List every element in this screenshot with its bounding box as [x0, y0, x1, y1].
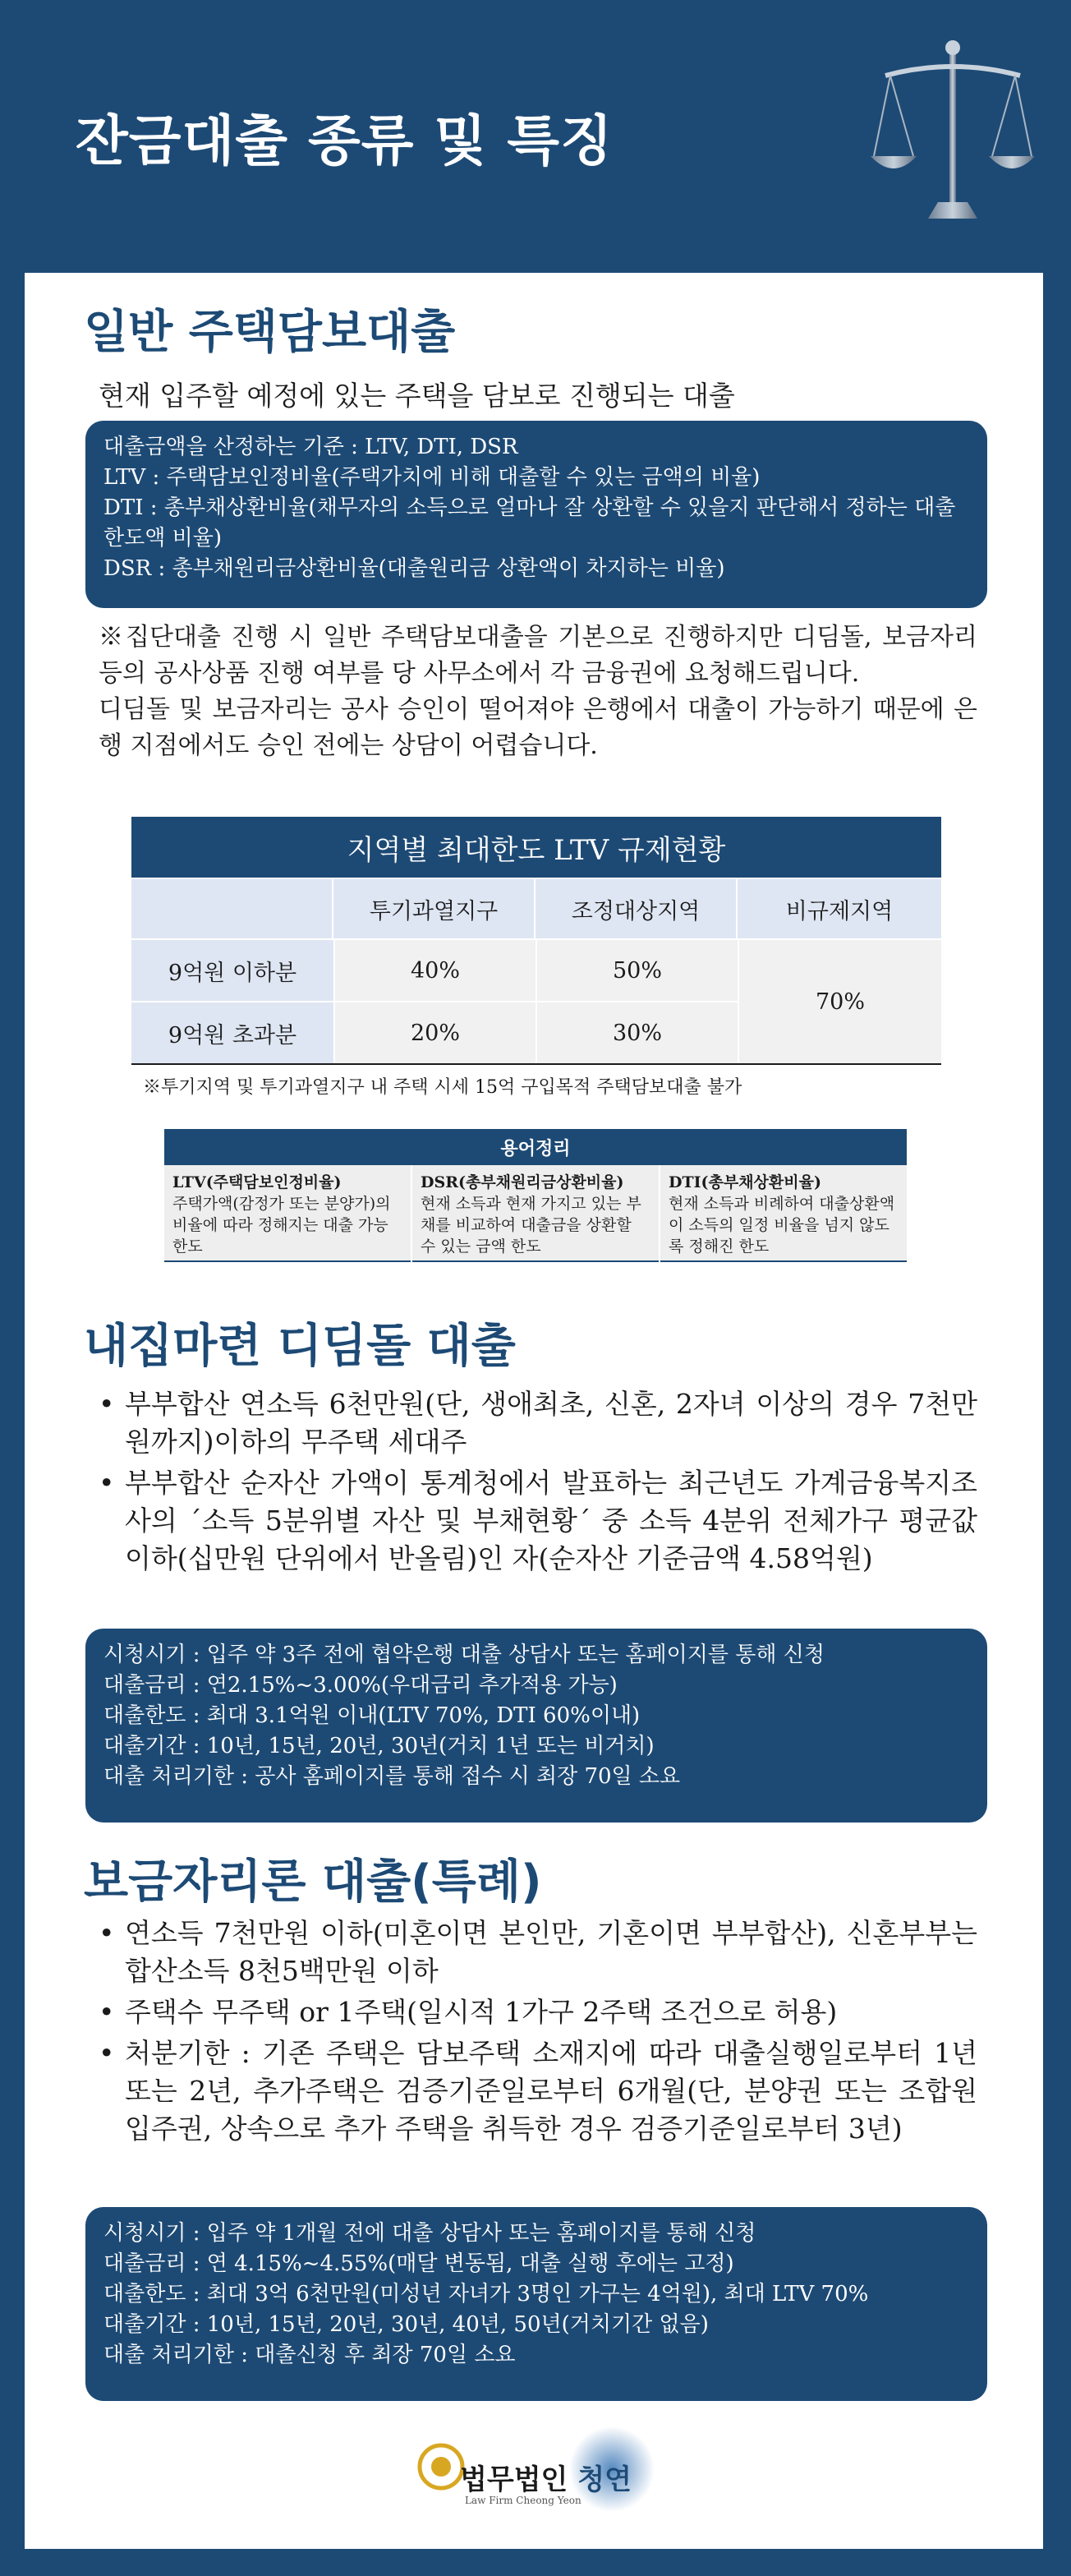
ltv-table-grid	[131, 878, 941, 1065]
term-desc: 주택가액(감정가 또는 분양가)의 비율에 따라 정해지는 대출 가능한도	[172, 1195, 391, 1256]
box-line: 대출한도 : 최대 3.1억원 이내(LTV 70%, DTI 60%이내)	[103, 1703, 641, 1728]
page-title: 잔금대출 종류 및 특징	[76, 109, 614, 173]
row-label: 9억원 초과분	[131, 1001, 333, 1063]
column-header	[131, 878, 333, 938]
note-text: ※집단대출 진행 시 일반 주택담보대출을 기본으로 진행하지만 디딤돌, 보금자리 등의 공사상품 진행 여부를 당 사무소에서 각 금융권에 요청해드립니다.	[99, 623, 977, 688]
logo-main: 법무법인	[460, 2463, 568, 2496]
box-line: DSR : 총부채원리금상환비율(대출원리금 상환액이 차지하는 비율)	[103, 556, 725, 581]
info-box-bogeumjari	[85, 2207, 987, 2401]
terms-table	[164, 1129, 907, 1262]
box-line: 대출금리 : 연 4.15%~4.55%(매달 변동됨, 대출 실행 후에는 고정)	[103, 2251, 734, 2276]
section-title-general-mortgage: 일반 주택담보대출	[84, 306, 456, 359]
row-label: 9억원 이하분	[131, 938, 333, 1001]
box-line: DTI : 총부채상환비율(채무자의 소득으로 얼마나 잘 상환할 수 있을지 판단해서 정하는 대출한도액 비율)	[103, 495, 956, 551]
box-line: 대출기간 : 10년, 15년, 20년, 30년(거치 1년 또는 비거치)	[103, 1734, 655, 1758]
box-line: 대출 처리기한 : 대출신청 후 최장 70일 소요	[103, 2343, 516, 2367]
section-title-bogeumjari: 보금자리론 대출(특례)	[84, 1855, 542, 1909]
bullet-list-bogeumjari	[99, 1915, 977, 2151]
list-item: • 부부합산 순자산 가액이 통계청에서 발표하는 최근년도 가계금융복지조사의 ´소득 5분위별 자산 및 부채현황´ 중 소득 4분위 전체가구 평균값 이하(십만원 단위에서 반올림)인 자(순자산 기준금액 4.58억원)	[99, 1464, 977, 1578]
term-name: LTV(주택담보인정비율)	[172, 1173, 342, 1191]
notes-block	[99, 620, 977, 764]
box-line: 대출한도 : 최대 3억 6천만원(미성년 자녀가 3명인 가구는 4억원), 최대 LTV 70%	[103, 2282, 869, 2306]
page-header	[0, 0, 1071, 271]
section-lead: 현재 입주할 예정에 있는 주택을 담보로 진행되는 대출	[99, 380, 735, 412]
box-line: 시청시기 : 입주 약 1개월 전에 대출 상담사 또는 홈페이지를 통해 신청	[103, 2221, 756, 2246]
term-desc: 현재 소득과 비례하여 대출상환액이 소득의 일정 비율을 넘지 않도록 정해진 한도	[669, 1195, 895, 1256]
terms-title: 용어정리	[164, 1129, 907, 1165]
bullet-list-didimdol	[99, 1385, 977, 1581]
list-item: • 주택수 무주택 or 1주택(일시적 1가구 2주택 조건으로 허용)	[99, 1993, 977, 2031]
info-box-didimdol	[85, 1629, 987, 1823]
table-cell: 30%	[536, 1001, 738, 1063]
term-cell	[411, 1165, 659, 1264]
box-line: LTV : 주택담보인정비율(주택가치에 비해 대출할 수 있는 금액의 비율)	[103, 465, 761, 490]
column-header: 조정대상지역	[536, 878, 738, 938]
table-cell-merged: 70%	[738, 938, 941, 1063]
table-cell: 20%	[333, 1001, 536, 1063]
table-cell: 40%	[333, 938, 536, 1001]
term-cell	[659, 1165, 907, 1264]
ltv-table-title: 지역별 최대한도 LTV 규제현황	[131, 817, 941, 878]
term-name: DTI(총부채상환비율)	[669, 1173, 821, 1191]
box-line: 대출금리 : 연2.15%~3.00%(우대금리 추가적용 가능)	[103, 1673, 618, 1698]
logo-subtitle: Law Firm Cheong Yeon	[465, 2495, 581, 2506]
info-box-general	[85, 421, 987, 608]
column-header: 투기과열지구	[333, 878, 536, 938]
term-desc: 현재 소득과 현재 가지고 있는 부채를 비교하여 대출금을 상환할 수 있는 금액 한도	[421, 1195, 641, 1256]
column-header: 비규제지역	[738, 878, 941, 938]
term-name: DSR(총부채원리금상환비율)	[421, 1173, 624, 1191]
ltv-table	[131, 817, 941, 1065]
box-line: 대출 처리기한 : 공사 홈페이지를 통해 접수 시 최장 70일 소요	[103, 1764, 681, 1789]
table-cell: 50%	[536, 938, 738, 1001]
box-line: 시청시기 : 입주 약 3주 전에 협약은행 대출 상담사 또는 홈페이지를 통해 신청	[103, 1643, 825, 1667]
terms-row	[164, 1165, 907, 1262]
list-item: • 부부합산 연소득 6천만원(단, 생애최초, 신혼, 2자녀 이상의 경우 7천만원까지)이하의 무주택 세대주	[99, 1385, 977, 1461]
note-text: 디딤돌 및 보금자리는 공사 승인이 떨어져야 은행에서 대출이 가능하기 때문에 은행 지점에서도 승인 전에는 상담이 어렵습니다.	[99, 695, 977, 760]
scales-of-justice-icon	[871, 33, 1035, 230]
logo-accent: 청연	[577, 2463, 632, 2496]
logo-wordmark	[460, 2457, 632, 2497]
term-cell	[164, 1165, 411, 1264]
box-line: 대출기간 : 10년, 15년, 20년, 30년, 40년, 50년(거치기간 없음)	[103, 2312, 709, 2337]
box-line: 대출금액을 산정하는 기준 : LTV, DTI, DSR	[103, 435, 518, 459]
section-title-didimdol: 내집마련 디딤돌 대출	[84, 1320, 516, 1373]
list-item: • 연소득 7천만원 이하(미혼이면 본인만, 기혼이면 부부합산), 신혼부부는 합산소득 8천5백만원 이하	[99, 1915, 977, 1990]
ltv-footnote: ※투기지역 및 투기과열지구 내 주택 시세 15억 구입목적 주택담보대출 불가	[143, 1077, 742, 1098]
list-item: • 처분기한 : 기존 주택은 담보주택 소재지에 따라 대출실행일로부터 1년 또는 2년, 추가주택은 검증기준일로부터 6개월(단, 분양권 또는 조합원 입주권, 상속으로 추가 주택을 취득한 경우 검증기준일로부터 3년)	[99, 2035, 977, 2148]
